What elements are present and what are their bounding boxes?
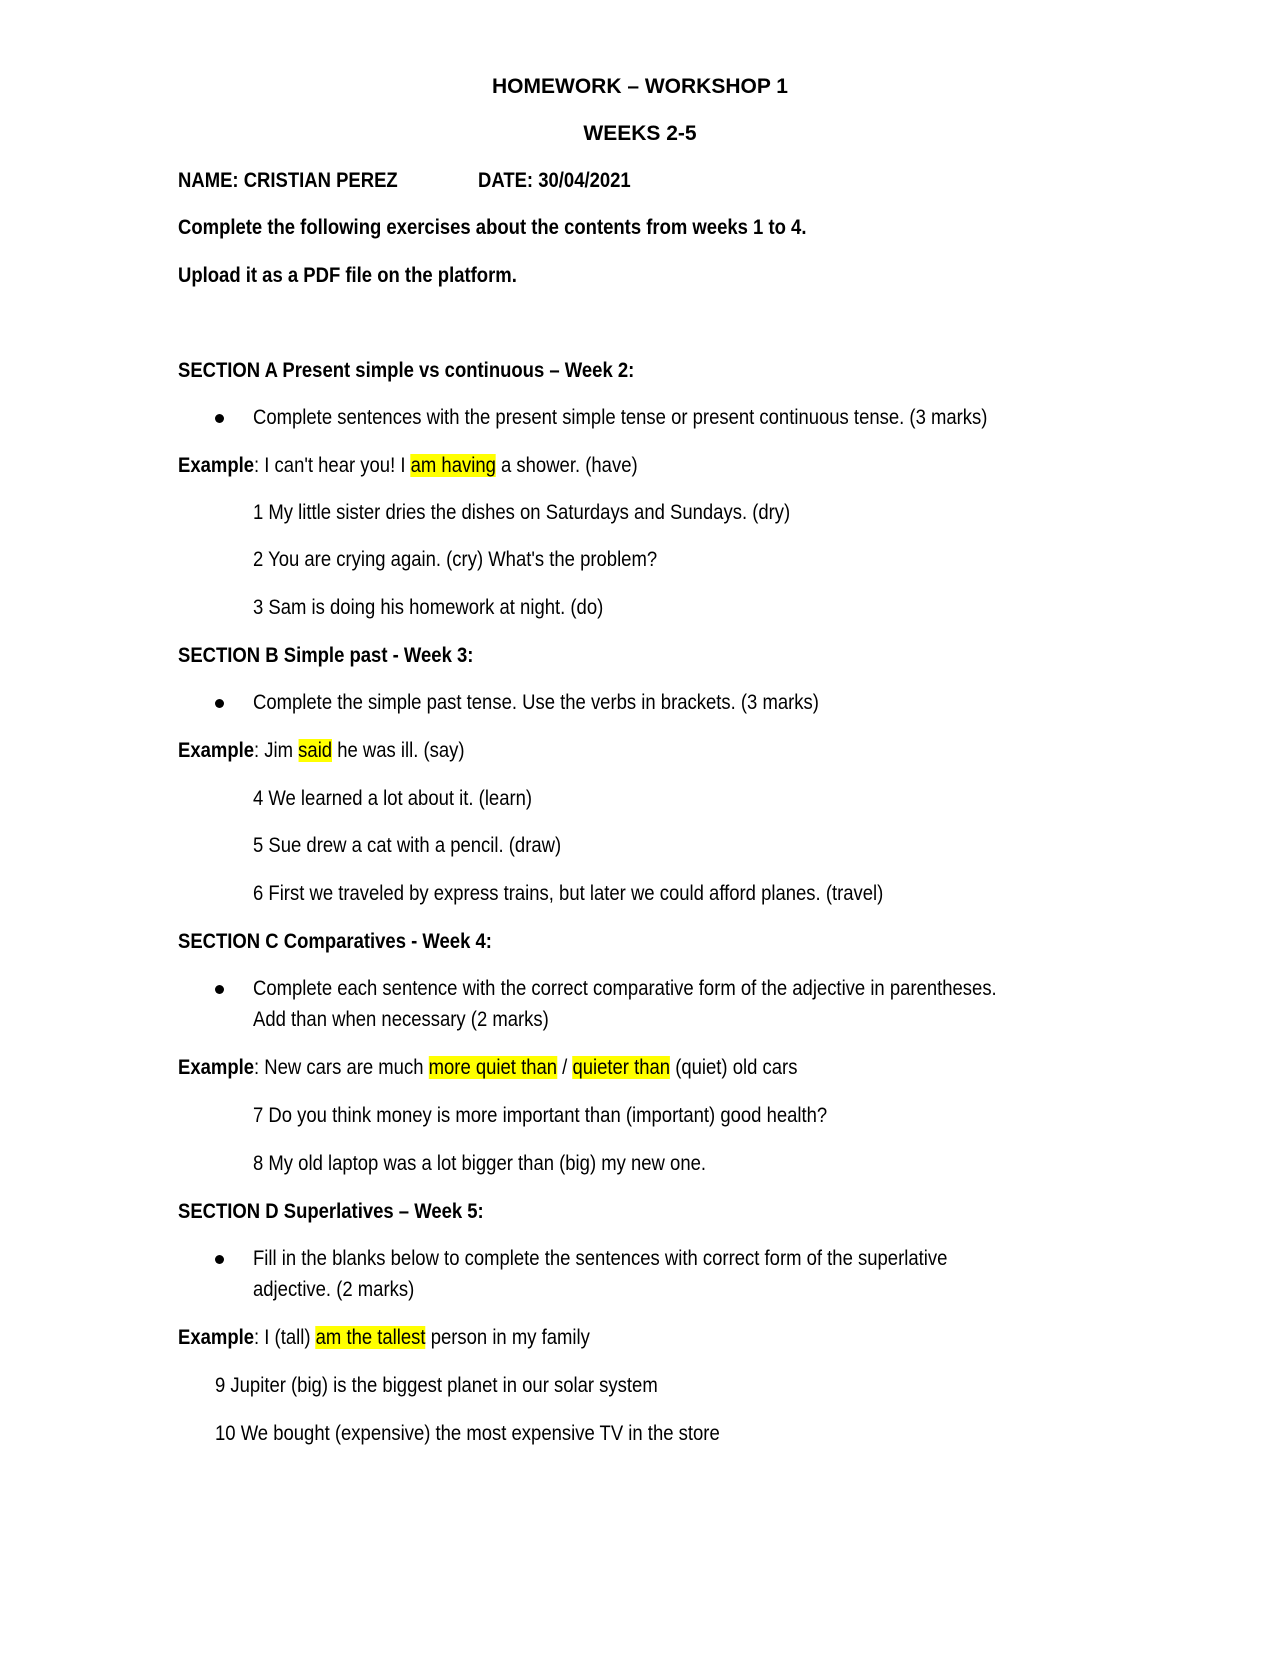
list-item: 8 My old laptop was a lot bigger than (big) my new one.: [253, 1152, 707, 1175]
list-item: 4 We learned a lot about it. (learn): [253, 787, 533, 810]
section-b-instruction: Complete the simple past tense. Use the verbs in brackets. (3 marks): [253, 691, 819, 714]
example-text: /: [557, 1056, 573, 1079]
weeks-subtitle: WEEKS 2-5: [583, 122, 697, 145]
list-item: 10 We bought (expensive) the most expensive TV in the store: [215, 1422, 720, 1445]
example-text: a shower. (have): [495, 454, 638, 477]
section-c-example: [178, 1055, 797, 1081]
section-a-heading: SECTION A Present simple vs continuous – Week 2:: [178, 359, 635, 382]
highlighted-answer: said: [298, 739, 333, 762]
section-c-heading: SECTION C Comparatives - Week 4:: [178, 930, 492, 953]
highlighted-answer: am the tallest: [315, 1326, 426, 1349]
list-item: 2 You are crying again. (cry) What's the problem?: [253, 548, 658, 571]
bullet-icon: [215, 1255, 224, 1264]
example-text: : Jim: [254, 739, 299, 762]
example-text: : New cars are much: [254, 1056, 429, 1079]
example-text: : I can't hear you! I: [254, 454, 411, 477]
section-a-example: [178, 453, 638, 479]
example-label: Example: [178, 739, 255, 762]
example-label: Example: [178, 1326, 255, 1349]
section-d-instruction-line1: Fill in the blanks below to complete the sentences with correct form of the superlative: [253, 1247, 948, 1270]
submission-date: DATE: 30/04/2021: [478, 169, 631, 192]
bullet-icon: [215, 985, 224, 994]
section-b-example: [178, 738, 465, 764]
list-item: 5 Sue drew a cat with a pencil. (draw): [253, 834, 562, 857]
bullet-icon: [215, 414, 224, 423]
list-item: 6 First we traveled by express trains, but later we could afford planes. (travel): [253, 882, 884, 905]
highlighted-answer: more quiet than: [428, 1056, 558, 1079]
instruction-upload: Upload it as a PDF file on the platform.: [178, 264, 517, 287]
section-a-instruction: Complete sentences with the present simple tense or present continuous tense. (3 marks): [253, 406, 988, 429]
section-c-instruction-line1: Complete each sentence with the correct comparative form of the adjective in parentheses.: [253, 977, 997, 1000]
section-d-example: [178, 1325, 590, 1351]
section-b-heading: SECTION B Simple past - Week 3:: [178, 644, 474, 667]
bullet-icon: [215, 699, 224, 708]
section-c-instruction-line2: Add than when necessary (2 marks): [253, 1008, 549, 1031]
example-text: he was ill. (say): [332, 739, 465, 762]
highlighted-answer: am having: [410, 454, 496, 477]
document-title: HOMEWORK – WORKSHOP 1: [492, 75, 788, 98]
example-text: (quiet) old cars: [670, 1056, 798, 1079]
list-item: 1 My little sister dries the dishes on Saturdays and Sundays. (dry): [253, 501, 791, 524]
highlighted-answer: quieter than: [572, 1056, 671, 1079]
list-item: 9 Jupiter (big) is the biggest planet in our solar system: [215, 1374, 658, 1397]
list-item: 3 Sam is doing his homework at night. (do): [253, 596, 604, 619]
list-item: 7 Do you think money is more important than (important) good health?: [253, 1104, 828, 1127]
example-label: Example: [178, 1056, 255, 1079]
section-d-instruction-line2: adjective. (2 marks): [253, 1278, 415, 1301]
example-text: person in my family: [425, 1326, 590, 1349]
example-text: : I (tall): [254, 1326, 316, 1349]
example-label: Example: [178, 454, 255, 477]
section-d-heading: SECTION D Superlatives – Week 5:: [178, 1200, 484, 1223]
student-name: NAME: CRISTIAN PEREZ: [178, 169, 398, 192]
instruction-complete: Complete the following exercises about the contents from weeks 1 to 4.: [178, 216, 807, 239]
